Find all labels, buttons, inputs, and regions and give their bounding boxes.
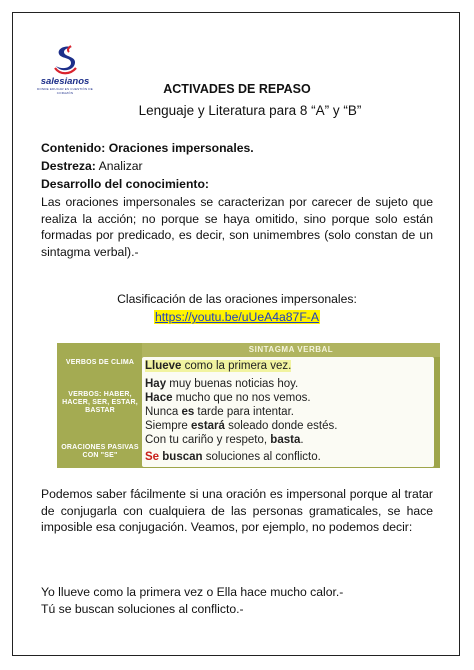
clasificacion-link-line xyxy=(41,309,433,326)
sentence-6: Con tu cariño y respeto, basta. xyxy=(145,434,304,446)
desarrollo-paragraph: Las oraciones impersonales se caracterizan por carecer de sujeto que realiza la acción; no porque se haya omitido, sino porque solo están formadas por predicado, es decir, son unimembres (solo constan de un sintagma verbal).- xyxy=(41,195,433,259)
page-title: ACTIVADES DE REPASO xyxy=(163,82,311,96)
example-1: Yo llueve como la primera vez o Ella hace mucho calor.- xyxy=(41,585,344,599)
sentence-7: Se buscan soluciones al conflicto. xyxy=(145,451,321,463)
page-subtitle: Lenguaje y Literatura para 8 “A” y “B” xyxy=(138,103,362,118)
sintagma-verbal-image xyxy=(57,343,440,468)
youtube-link[interactable]: https://youtu.be/uUeA4a87F-A xyxy=(155,310,319,324)
destreza-label: Destreza: xyxy=(41,159,96,173)
contenido-line xyxy=(41,140,433,157)
clasificacion-label: Clasificación de las oraciones impersonales: xyxy=(117,292,357,306)
image-header: SINTAGMA VERBAL xyxy=(142,343,440,357)
desarrollo-heading: Desarrollo del conocimiento: xyxy=(41,177,209,191)
logo-name: salesianos xyxy=(40,76,90,87)
destreza-line xyxy=(41,158,433,175)
category-verbos: VERBOS: HABER, HACER, SER, ESTAR, BASTAR xyxy=(62,391,138,414)
category-clima: VERBOS DE CLIMA xyxy=(65,359,135,366)
sentence-3: Hace mucho que no nos vemos. xyxy=(145,392,311,404)
sentence-1: Llueve como la primera vez. xyxy=(145,360,292,372)
sentence-2: Hay muy buenas noticias hoy. xyxy=(145,378,299,390)
sentence-4: Nunca es tarde para intentar. xyxy=(145,406,294,418)
salesianos-logo-icon xyxy=(52,44,78,78)
paragraph-conjugacion: Podemos saber fácilmente si una oración es impersonal porque al tratar de conjugarla con cualquiera de las personas gramaticales, se hace imposible esa conjugación. Veamos, por ejemplo, no podemos decir: xyxy=(41,487,433,534)
destreza-value: Analizar xyxy=(95,159,143,173)
sentence-5: Siempre estará soleado donde estés. xyxy=(145,420,338,432)
category-pasivas: ORACIONES PASIVAS CON "SE" xyxy=(61,444,139,459)
contenido-label: Contenido: xyxy=(41,141,106,155)
contenido-value: Oraciones impersonales. xyxy=(108,141,254,155)
logo-tagline: DONDE EDUCAR ES CUESTIÓN DE CORAZÓN xyxy=(37,87,93,95)
example-2: Tú se buscan soluciones al conflicto.- xyxy=(41,602,244,616)
